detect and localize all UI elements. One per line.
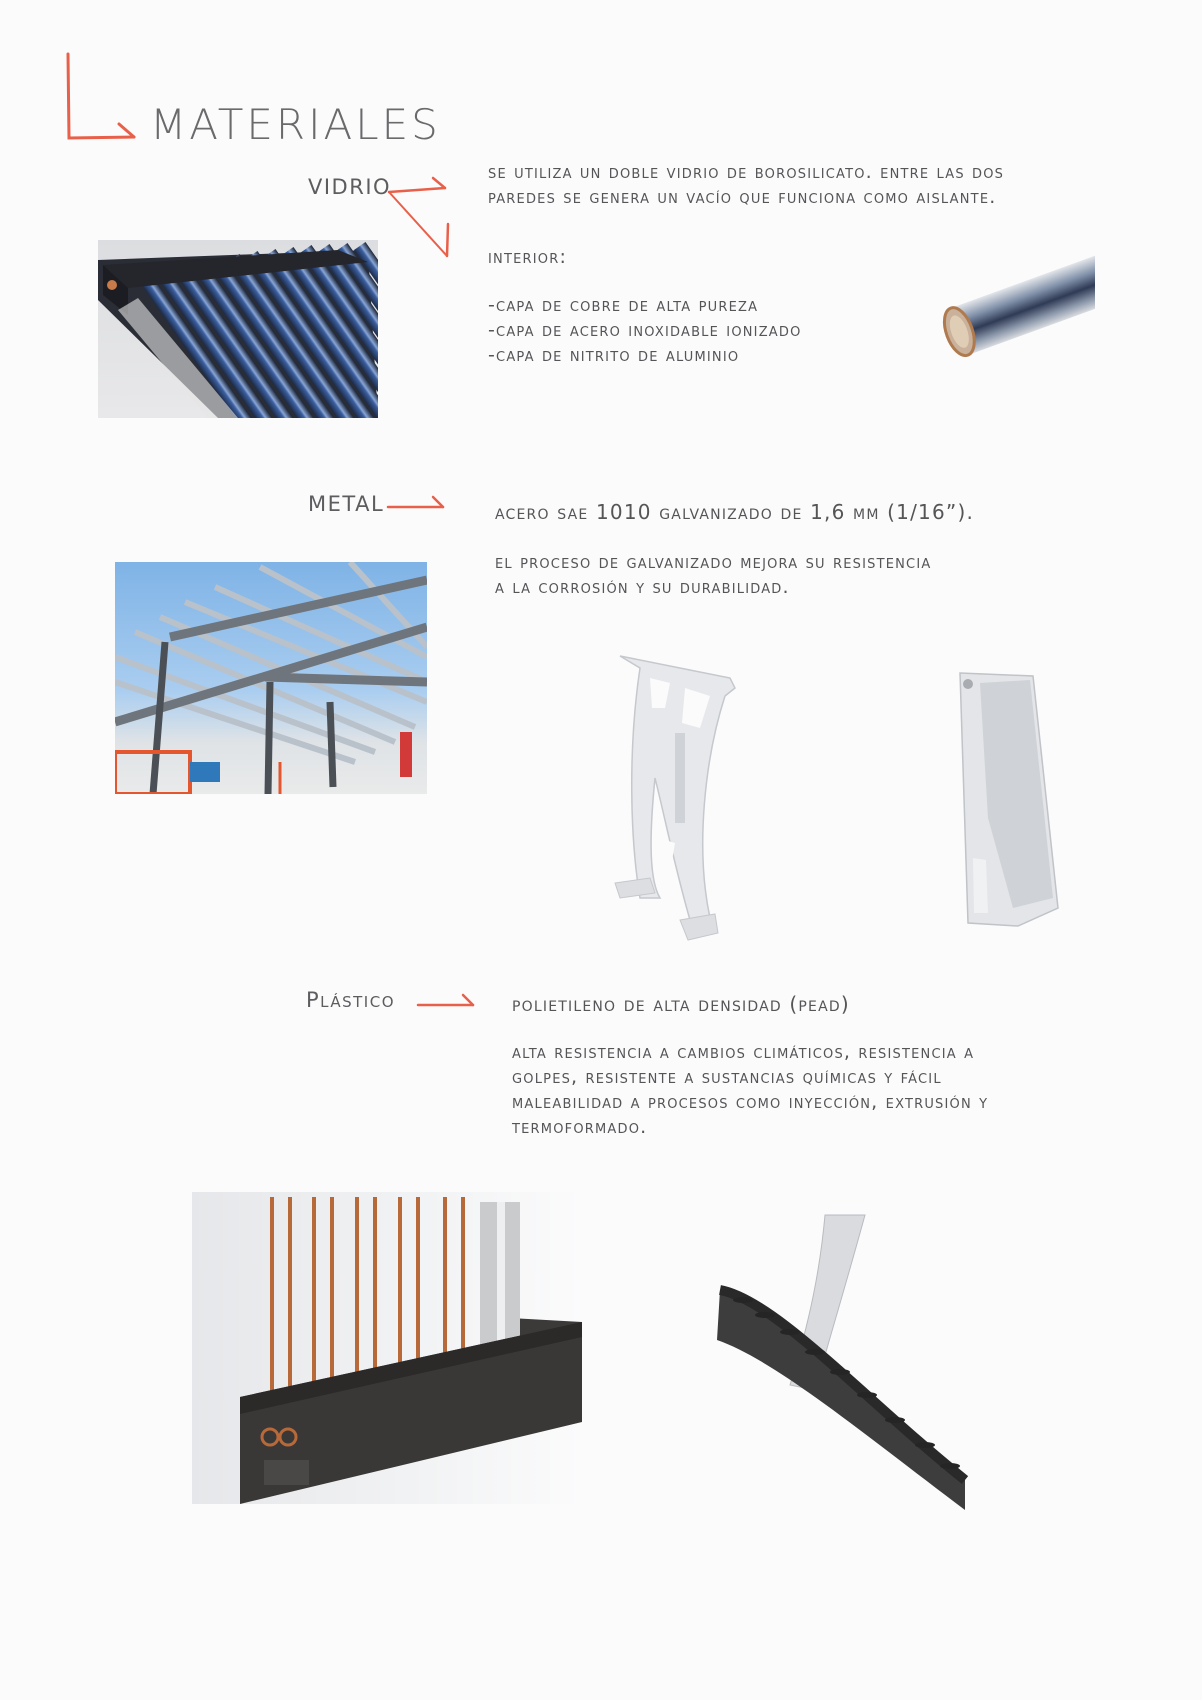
vidrio-description-line: paredes se genera un vacío que funciona como aislante. <box>488 186 997 208</box>
vidrio-description-line: se utiliza un doble vidrio de borosilicato. entre las dos <box>488 161 1005 183</box>
box-bracket-image <box>958 668 1063 930</box>
plastico-description-line: termoformado. <box>512 1116 648 1138</box>
page-title: MATERIALES <box>150 100 441 149</box>
metal-description-line: a la corrosión y su durabilidad. <box>495 576 790 598</box>
zigzag-arrow-icon <box>385 172 455 262</box>
title-corner-arrow-icon <box>62 50 142 145</box>
interior-list-item: -capa de nitrito de aluminio <box>488 344 740 366</box>
solar-collector-panel-image <box>98 240 378 418</box>
plastico-description-line: golpes, resistente a sustancias químicas y fácil <box>512 1066 942 1088</box>
right-arrow-icon <box>415 990 480 1014</box>
curved-bracket-image <box>610 648 750 943</box>
vidrio-description <box>488 160 1108 210</box>
plastico-description-line: alta resistencia a cambios climáticos, resistencia a <box>512 1041 975 1063</box>
manifold-block-image <box>192 1192 582 1504</box>
right-arrow-icon <box>385 492 450 516</box>
section-label-plastico: Plástico <box>306 988 396 1012</box>
plastico-description <box>512 1040 988 1140</box>
interior-list <box>488 293 802 368</box>
interior-list-item: -capa de cobre de alta pureza <box>488 294 759 316</box>
metal-description-line: el proceso de galvanizado mejora su resistencia <box>495 551 932 573</box>
plastico-description-line: maleabilidad a procesos como inyección, extrusión y <box>512 1091 989 1113</box>
metal-description <box>495 550 931 600</box>
interior-list-item: -capa de acero inoxidable ionizado <box>488 319 802 341</box>
section-label-metal: METAL <box>308 492 385 516</box>
metal-spec: acero sae 1010 galvanizado de 1,6 mm (1/16”). <box>495 500 975 524</box>
interior-heading: interior: <box>488 246 568 268</box>
curved-base-image <box>715 1210 975 1540</box>
vacuum-tube-image <box>930 250 1095 365</box>
plastico-spec: polietileno de alta densidad (pead) <box>512 992 850 1016</box>
section-label-vidrio: VIDRIO <box>308 175 392 199</box>
steel-structure-image <box>115 562 427 794</box>
